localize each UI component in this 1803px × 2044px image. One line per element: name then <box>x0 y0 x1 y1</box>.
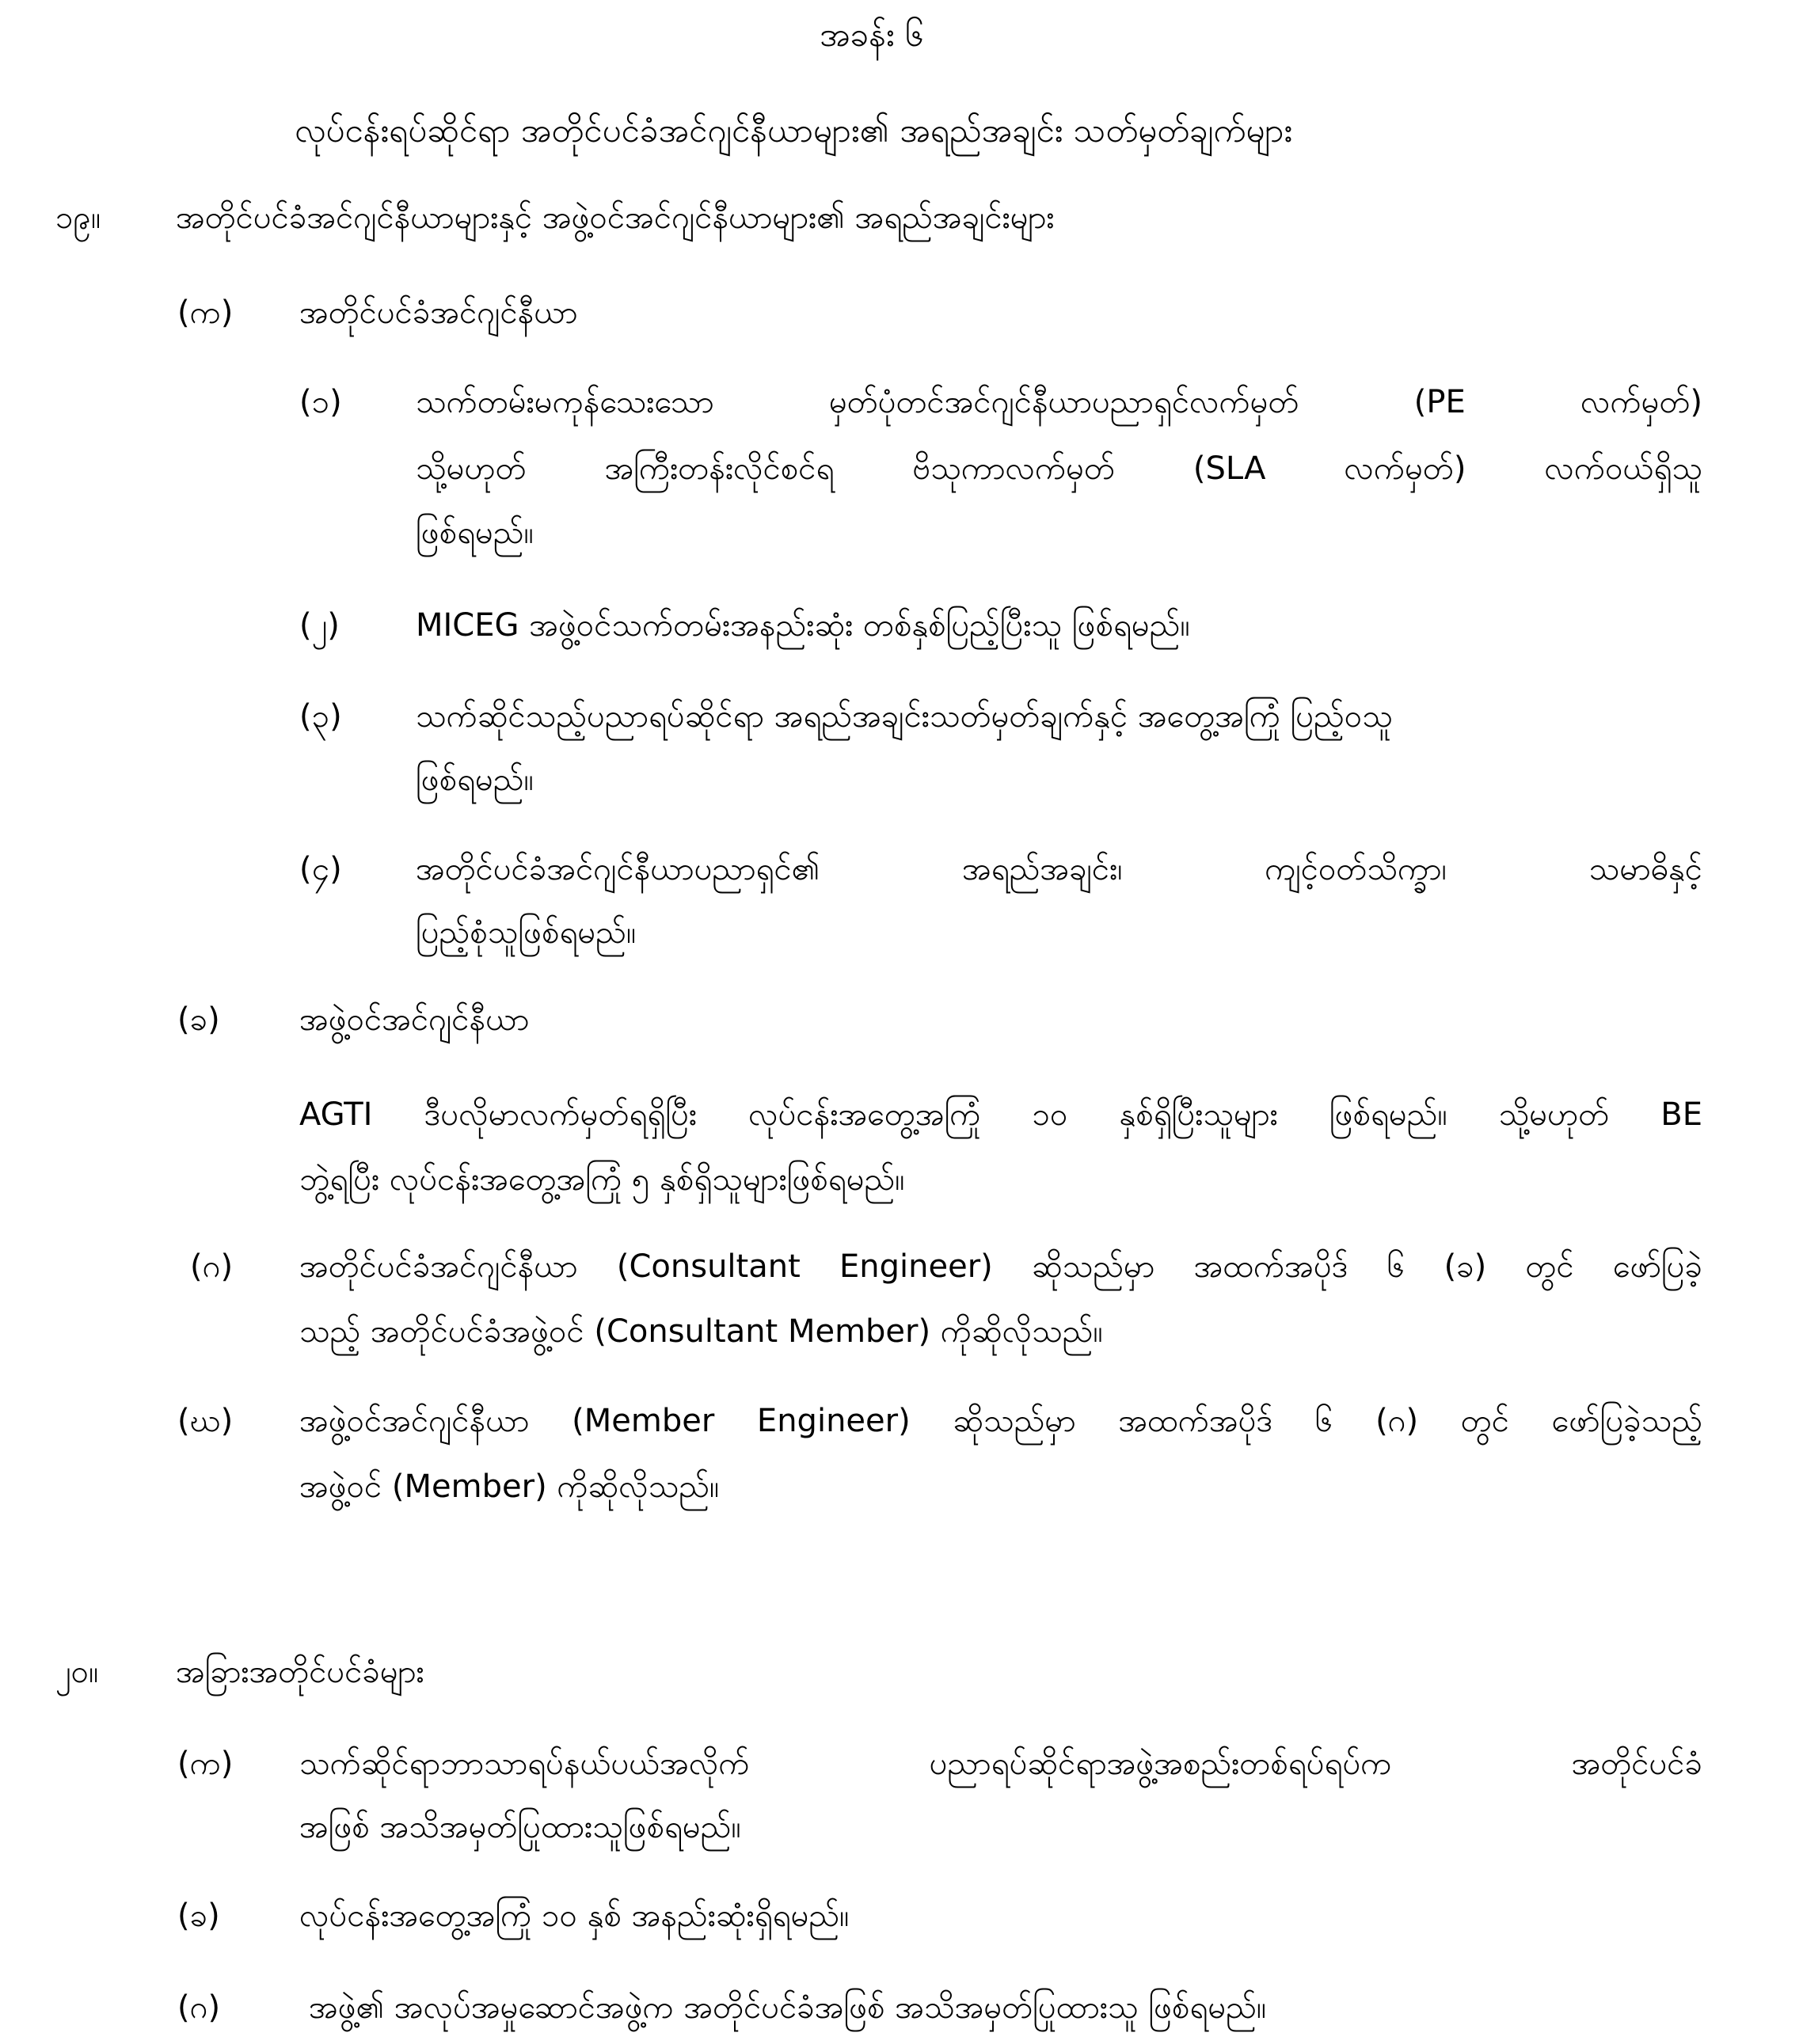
item-line: MICEG အဖွဲ့ဝင်သက်တမ်းအနည်းဆုံး တစ်နှစ်ပြည့်ပြီးသူ ဖြစ်ရမည်။ <box>416 607 1190 644</box>
chapter-title: အခန်း ၆ <box>820 15 924 54</box>
item-line: အတိုင်ပင်ခံအင်ဂျင်နီယာပညာရှင်၏ အရည်အချင်း၊ ကျင့်ဝတ်သိက္ခာ၊ သမာဓိနှင့် <box>416 851 1702 887</box>
section-heading: အခြားအတိုင်ပင်ခံများ <box>176 1654 424 1690</box>
item-marker: (၃) <box>299 698 342 735</box>
item-line: သက်တမ်းမကုန်သေးသော မှတ်ပုံတင်အင်ဂျင်နီယာပညာရှင်လက်မှတ် (PE လက်မှတ်) <box>416 384 1702 420</box>
clause-marker: (ခ) <box>177 1898 220 1934</box>
clause-marker: (က) <box>177 294 234 331</box>
item-line: ပြည့်စုံသူဖြစ်ရမည်။ <box>416 914 637 951</box>
clause-title: အဖွဲ့ဝင်အင်ဂျင်နီယာ <box>299 1001 530 1038</box>
item-line: သို့မဟုတ် အကြီးတန်းလိုင်စင်ရ ဗိသုကာလက်မှတ် (SLA လက်မှတ်) လက်ဝယ်ရှိသူ <box>416 450 1702 487</box>
clause-line: အဖွဲ့၏ အလုပ်အမှုဆောင်အဖွဲ့က အတိုင်ပင်ခံအဖြစ် အသိအမှတ်ပြုထားသူ ဖြစ်ရမည်။ <box>309 1989 1267 2026</box>
clause-marker: (က) <box>177 1746 234 1782</box>
chapter-subtitle: လုပ်ငန်းရပ်ဆိုင်ရာ အတိုင်ပင်ခံအင်ဂျင်နီယာများ၏ အရည်အချင်း သတ်မှတ်ချက်များ <box>295 111 1292 150</box>
clause-title: အတိုင်ပင်ခံအင်ဂျင်နီယာ <box>299 294 578 331</box>
clause-line: AGTI ဒီပလိုမာလက်မှတ်ရရှိပြီး လုပ်ငန်းအတွေ့အကြုံ ၁၀ နှစ်ရှိပြီးသူများ ဖြစ်ရမည်။ သို့မဟုတ် BE <box>299 1096 1702 1133</box>
item-line: ဖြစ်ရမည်။ <box>416 762 534 798</box>
clause-line: သည့် အတိုင်ပင်ခံအဖွဲ့ဝင် (Consultant Member) ကိုဆိုလိုသည်။ <box>299 1313 1103 1350</box>
item-line: ဖြစ်ရမည်။ <box>416 515 534 551</box>
clause-line: အဖွဲ့ဝင် (Member) ကိုဆိုလိုသည်။ <box>299 1468 720 1505</box>
clause-line: လုပ်ငန်းအတွေ့အကြုံ ၁၀ နှစ် အနည်းဆုံးရှိရမည်။ <box>299 1898 850 1934</box>
clause-line: ဘွဲ့ရပြီး လုပ်ငန်းအတွေ့အကြုံ ၅ နှစ်ရှိသူများဖြစ်ရမည်။ <box>299 1161 905 1198</box>
item-line: သက်ဆိုင်သည့်ပညာရပ်ဆိုင်ရာ အရည်အချင်းသတ်မှတ်ချက်နှင့် အတွေ့အကြုံ ပြည့်ဝသူ <box>416 698 1393 735</box>
clause-marker: (ခ) <box>177 1001 220 1038</box>
section-number: ၂၀။ <box>55 1654 99 1690</box>
clause-marker: (ဂ) <box>177 1989 221 2026</box>
item-marker: (၂) <box>299 607 340 644</box>
section-heading: အတိုင်ပင်ခံအင်ဂျင်နီယာများနှင့် အဖွဲ့ဝင်အင်ဂျင်နီယာများ၏ အရည်အချင်းများ <box>176 199 1055 236</box>
clause-line: အဖြစ် အသိအမှတ်ပြုထားသူဖြစ်ရမည်။ <box>299 1809 741 1845</box>
clause-line: အတိုင်ပင်ခံအင်ဂျင်နီယာ (Consultant Engineer) ဆိုသည်မှာ အထက်အပိုဒ် ၆ (ခ) တွင် ဖော်ပြခဲ့ <box>299 1248 1702 1285</box>
clause-marker: (ဃ) <box>177 1403 234 1439</box>
clause-line: သက်ဆိုင်ရာဘာသာရပ်နယ်ပယ်အလိုက် ပညာရပ်ဆိုင်ရာအဖွဲ့အစည်းတစ်ရပ်ရပ်က အတိုင်ပင်ခံ <box>299 1746 1702 1782</box>
clause-marker: (ဂ) <box>190 1248 234 1285</box>
section-number: ၁၉။ <box>55 199 101 236</box>
clause-line: အဖွဲ့ဝင်အင်ဂျင်နီယာ (Member Engineer) ဆိုသည်မှာ အထက်အပိုဒ် ၆ (ဂ) တွင် ဖော်ပြခဲ့သည့် <box>299 1403 1702 1439</box>
item-marker: (၁) <box>299 384 342 420</box>
item-marker: (၄) <box>299 851 342 887</box>
